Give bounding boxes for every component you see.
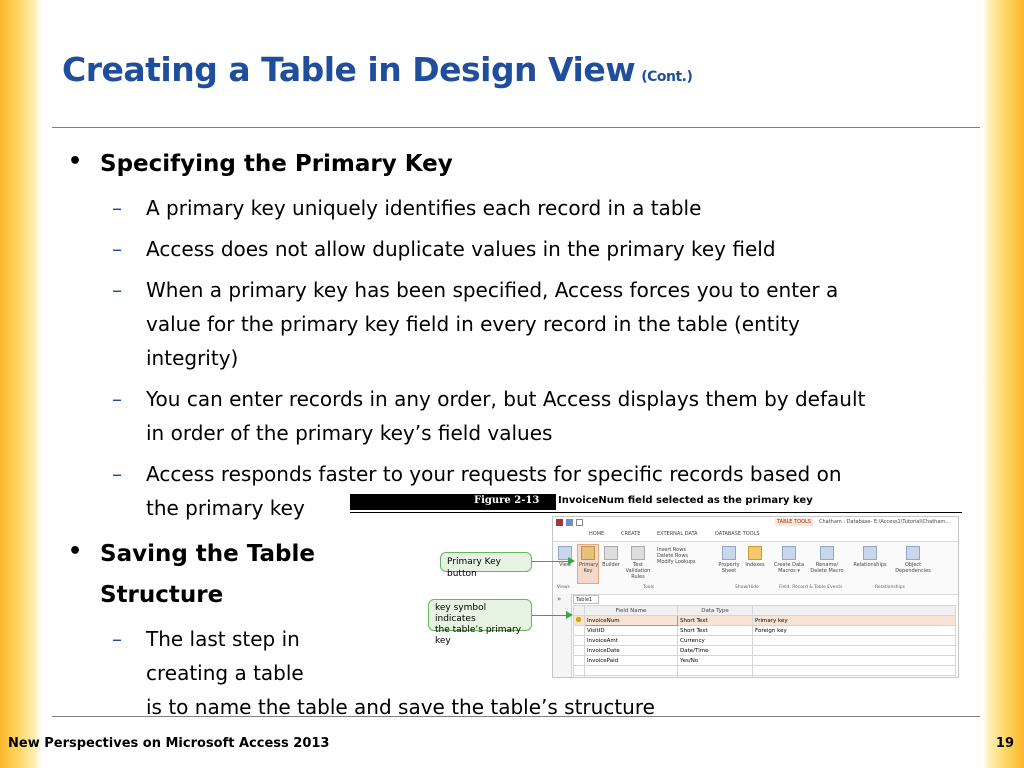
table-row[interactable]: VisitID Short Text Foreign key: [574, 626, 956, 636]
delete-rows-button[interactable]: Delete Rows: [657, 553, 689, 559]
tab-external-data[interactable]: EXTERNAL DATA: [657, 531, 698, 537]
callout-arrow-icon: [568, 557, 575, 565]
group-show-hide: Show/Hide: [735, 585, 759, 590]
rename-delete-macro-button[interactable]: Rename/ Delete Macro: [809, 546, 845, 574]
figure-header: [350, 494, 962, 510]
create-data-macros-button[interactable]: Create Data Macros ▾: [773, 546, 805, 574]
table-row[interactable]: InvoiceAmt Currency: [574, 636, 956, 646]
figure-rule: [350, 512, 962, 513]
group-tools: Tools: [643, 585, 655, 590]
view-button[interactable]: View: [556, 546, 574, 568]
object-dependencies-icon: [906, 546, 920, 560]
undo-icon[interactable]: [576, 519, 583, 526]
navigation-pane[interactable]: [553, 594, 572, 677]
row-commands: [657, 547, 699, 565]
modify-lookups-button[interactable]: Modify Lookups: [657, 559, 696, 565]
table-tools-label: TABLE TOOLS: [777, 519, 811, 525]
insert-rows-button[interactable]: Insert Rows: [657, 547, 686, 553]
builder-icon: [604, 546, 618, 560]
col-field-name: Field Name: [585, 606, 678, 616]
ribbon-tabs: [553, 529, 958, 541]
design-grid: [573, 605, 956, 678]
table1-tab[interactable]: Table1: [573, 595, 599, 604]
tab-home[interactable]: HOME: [589, 531, 605, 537]
object-dependencies-button[interactable]: Object Dependencies: [893, 546, 933, 574]
data-macros-icon: [782, 546, 796, 560]
slide-title: Creating a Table in Design View (Cont.): [62, 50, 693, 89]
builder-button[interactable]: Builder: [601, 546, 621, 568]
relationships-button[interactable]: Relationships: [851, 546, 889, 568]
expand-nav-icon[interactable]: »: [557, 595, 562, 603]
footer-divider: [52, 716, 980, 717]
table-row[interactable]: [574, 676, 956, 679]
relationships-icon: [863, 546, 877, 560]
rename-macro-icon: [820, 546, 834, 560]
table-row[interactable]: InvoiceNum Short Text Primary key: [574, 616, 956, 626]
title-cont: (Cont.): [641, 69, 693, 85]
test-validation-icon: [631, 546, 645, 560]
title-divider: [52, 127, 980, 128]
access-screenshot: [552, 516, 959, 678]
group-views: Views: [557, 585, 571, 590]
col-data-type: Data Type: [678, 606, 753, 616]
page-number: 19: [995, 736, 1014, 751]
right-accent-stripe: [982, 0, 1024, 768]
grid-header: [574, 606, 956, 616]
primary-key-button[interactable]: Primary Key: [579, 546, 597, 574]
callout-leader: [532, 561, 570, 562]
table-row[interactable]: [574, 666, 956, 676]
tab-create[interactable]: CREATE: [621, 531, 641, 537]
property-sheet-button[interactable]: Property Sheet: [717, 546, 741, 574]
key-icon: [581, 546, 595, 560]
table-row[interactable]: InvoiceDate Date/Time: [574, 646, 956, 656]
key-symbol-icon: [576, 617, 581, 622]
callout-primary-key-button: Primary Key button: [440, 552, 532, 572]
callout-leader: [532, 615, 568, 616]
tab-database-tools[interactable]: DATABASE TOOLS: [715, 531, 760, 537]
figure-label: Figure 2-13: [474, 495, 540, 506]
access-logo-icon: [556, 519, 563, 526]
save-icon[interactable]: [566, 519, 573, 526]
quick-access-toolbar: [553, 517, 958, 529]
property-sheet-icon: [722, 546, 736, 560]
callout-arrow-icon: [566, 611, 573, 619]
group-relationships: Relationships: [875, 585, 905, 590]
ribbon: [553, 541, 958, 595]
test-validation-rules-button[interactable]: Test Validation Rules: [623, 546, 653, 580]
indexes-button[interactable]: Indexes: [745, 546, 765, 568]
footer-book-title: New Perspectives on Microsoft Access 2013: [8, 736, 330, 751]
figure-caption: InvoiceNum field selected as the primary key: [558, 495, 813, 506]
callout-key-symbol: key symbol indicates the table’s primary key: [428, 599, 532, 631]
table-row[interactable]: InvoicePaid Yes/No: [574, 656, 956, 666]
app-title: Chatham : Database- E:\Access1\Tutorial\Chatham...: [819, 519, 951, 525]
indexes-icon: [748, 546, 762, 560]
col-description: [753, 606, 956, 616]
group-field-record-table-events: Field, Record & Table Events: [779, 585, 843, 590]
left-accent-stripe: [0, 0, 42, 768]
